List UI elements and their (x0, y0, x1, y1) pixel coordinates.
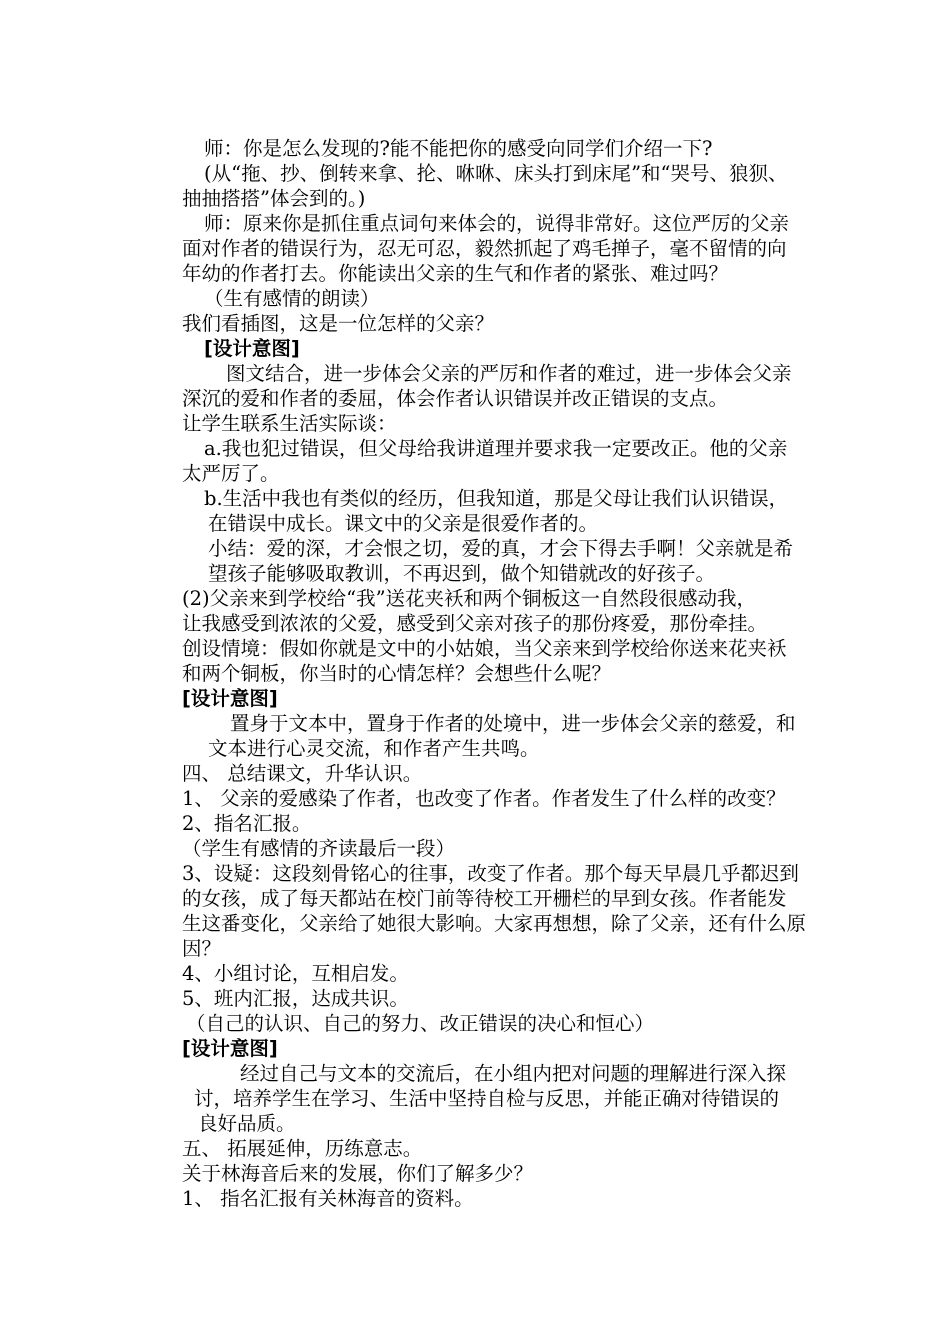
text-line: 良好品质。 (198, 1112, 296, 1135)
text-line: 面对作者的错误行为，忍无可忍，毅然抓起了鸡毛掸子，毫不留情的向 (182, 237, 787, 260)
text-line: 和两个铜板，你当时的心情怎样？会想些什么呢？ (182, 662, 612, 685)
text-line: 因？ (182, 937, 222, 960)
text-line: 讨，培养学生在学习、生活中坚持自检与反思，并能正确对待错误的 (194, 1087, 780, 1110)
design-intent-heading: [设计意图] (204, 337, 300, 360)
text-line: 师：原来你是抓住重点词句来体会的，说得非常好。这位严厉的父亲 (204, 212, 790, 235)
section-heading: 五、 拓展延伸，历练意志。 (182, 1137, 423, 1160)
text-line: 望孩子能够吸取教训，不再迟到，做个知错就改的好孩子。 (208, 562, 716, 585)
text-line: 太严厉了。 (182, 462, 280, 485)
text-line: a.我也犯过错误，但父母给我讲道理并要求我一定要改正。他的父亲 (204, 437, 788, 460)
text-line: 经过自己与文本的交流后，在小组内把对问题的理解进行深入探 (240, 1062, 787, 1085)
text-line: 师：你是怎么发现的?能不能把你的感受向同学们介绍一下? (204, 137, 713, 160)
text-line: (从“拖、抄、倒转来拿、抡、咻咻、床头打到床尾”和“哭号、狼狈、 (204, 162, 788, 185)
text-line: 关于林海音后来的发展，你们了解多少？ (182, 1162, 534, 1185)
text-line: 文本进行心灵交流，和作者产生共鸣。 (208, 737, 540, 760)
text-line: 我们看插图，这是一位怎样的父亲？ (182, 312, 495, 335)
text-line: （生有感情的朗读） (204, 287, 380, 310)
text-line: 1、 指名汇报有关林海音的资料。 (182, 1187, 474, 1210)
text-line: 深沉的爱和作者的委屈，体会作者认识错误并改正错误的支点。 (182, 387, 729, 410)
text-line: 置身于文本中，置身于作者的处境中，进一步体会父亲的慈爱，和 (230, 712, 796, 735)
text-line: （学生有感情的齐读最后一段） (182, 837, 456, 860)
text-line: 让我感受到浓浓的父爱，感受到父亲对孩子的那份疼爱，那份牵挂。 (182, 612, 768, 635)
text-line: 的女孩，成了每天都站在校门前等待校工开栅栏的早到女孩。作者能发 (182, 887, 787, 910)
text-line: 抽抽搭搭”体会到的。) (182, 187, 366, 210)
text-line: （自己的认识、自己的努力、改正错误的决心和恒心） (186, 1012, 655, 1035)
text-line: 小结：爱的深，才会恨之切，爱的真，才会下得去手啊！父亲就是希 (208, 537, 794, 560)
section-heading: 四、 总结课文，升华认识。 (182, 762, 423, 785)
text-line: 1、 父亲的爱感染了作者，也改变了作者。作者发生了什么样的改变？ (182, 787, 786, 810)
design-intent-heading: [设计意图] (182, 1037, 278, 1060)
text-line: 图文结合，进一步体会父亲的严厉和作者的难过，进一步体会父亲 (226, 362, 792, 385)
text-line: 3、设疑：这段刻骨铭心的往事，改变了作者。那个每天早晨几乎都迟到 (182, 862, 799, 885)
text-line: 生这番变化，父亲给了她很大影响。大家再想想，除了父亲，还有什么原 (182, 912, 807, 935)
text-line: 5、班内汇报，达成共识。 (182, 987, 409, 1010)
text-line: 2、指名汇报。 (182, 812, 312, 835)
text-line: 创设情境：假如你就是文中的小姑娘，当父亲来到学校给你送来花夹袄 (182, 637, 787, 660)
text-line: 让学生联系生活实际谈： (182, 412, 397, 435)
text-line: 在错误中成长。课文中的父亲是很爱作者的。 (208, 512, 599, 535)
text-line: b.生活中我也有类似的经历，但我知道，那是父母让我们认识错误， (204, 487, 789, 510)
text-line: 4、小组讨论，互相启发。 (182, 962, 409, 985)
text-line: 年幼的作者打去。你能读出父亲的生气和作者的紧张、难过吗？ (182, 262, 729, 285)
text-line: (2)父亲来到学校给“我”送花夹袄和两个铜板这一自然段很感动我， (182, 587, 757, 610)
design-intent-heading: [设计意图] (182, 687, 278, 710)
